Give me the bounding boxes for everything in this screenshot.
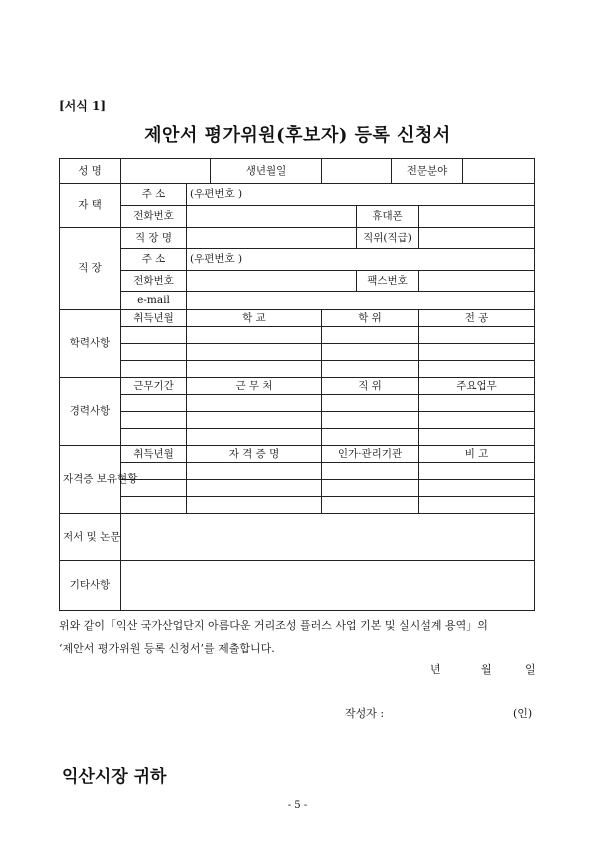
work-address-row xyxy=(60,249,535,271)
work-company-row xyxy=(60,228,535,249)
license-section-label: 자격증 보유현황 xyxy=(60,446,121,514)
education-cell[interactable] xyxy=(322,361,419,378)
education-header: 학 교 xyxy=(187,310,322,327)
license-cell[interactable] xyxy=(187,480,322,497)
home-section-label: 자 택 xyxy=(60,184,121,228)
birth-label: 생년월일 xyxy=(211,159,322,184)
education-cell[interactable] xyxy=(419,361,535,378)
home-phone-field[interactable] xyxy=(187,206,357,228)
work-email-row xyxy=(60,292,535,310)
home-mobile-field[interactable] xyxy=(419,206,535,228)
work-position-label: 직위(직급) xyxy=(357,228,419,249)
career-cell[interactable] xyxy=(419,412,535,429)
education-cell[interactable] xyxy=(187,344,322,361)
career-header: 주요업무 xyxy=(419,378,535,395)
field-label: 전문분야 xyxy=(392,159,463,184)
license-header-row xyxy=(60,446,535,463)
birth-field[interactable] xyxy=(322,159,392,184)
license-cell[interactable] xyxy=(322,480,419,497)
home-address-label: 주 소 xyxy=(121,184,187,206)
page-number: - 5 - xyxy=(287,800,308,811)
education-row xyxy=(60,344,535,361)
declaration-line-2: ‘제안서 평가위원 등록 신청서’를 제출합니다. xyxy=(59,642,275,655)
career-cell[interactable] xyxy=(121,429,187,446)
license-cell[interactable] xyxy=(187,497,322,514)
license-header: 자 격 증 명 xyxy=(187,446,322,463)
career-cell[interactable] xyxy=(121,412,187,429)
work-section-label: 직 장 xyxy=(60,228,121,310)
work-fax-field[interactable] xyxy=(419,271,535,292)
career-header: 근 무 처 xyxy=(187,378,322,395)
career-section-label: 경력사항 xyxy=(60,378,121,446)
career-row xyxy=(60,395,535,412)
education-cell[interactable] xyxy=(419,327,535,344)
papers-field[interactable] xyxy=(121,514,535,561)
papers-section-label: 저서 및 논문 xyxy=(60,514,121,561)
education-cell[interactable] xyxy=(419,344,535,361)
education-header-row xyxy=(60,310,535,327)
education-header: 전 공 xyxy=(419,310,535,327)
education-cell[interactable] xyxy=(322,344,419,361)
seal-mark: (인) xyxy=(513,707,533,720)
career-cell[interactable] xyxy=(322,412,419,429)
education-cell[interactable] xyxy=(121,361,187,378)
career-cell[interactable] xyxy=(187,395,322,412)
etc-field[interactable] xyxy=(121,561,535,611)
license-cell[interactable] xyxy=(121,497,187,514)
license-cell[interactable] xyxy=(419,497,535,514)
license-row xyxy=(60,497,535,514)
education-header: 취득년월 xyxy=(121,310,187,327)
career-cell[interactable] xyxy=(187,429,322,446)
work-email-field[interactable] xyxy=(187,292,535,310)
education-cell[interactable] xyxy=(187,327,322,344)
papers-row xyxy=(60,514,535,561)
date-day: 일 xyxy=(525,663,536,676)
declaration-line-1: 위와 같이「익산 국가산업단지 아름다운 거리조성 플러스 사업 기본 및 실시설계 용역」의 xyxy=(59,619,488,632)
work-phone-row xyxy=(60,271,535,292)
license-cell[interactable] xyxy=(187,463,322,480)
career-cell[interactable] xyxy=(419,395,535,412)
name-field[interactable] xyxy=(121,159,211,184)
name-row xyxy=(60,159,535,184)
career-cell[interactable] xyxy=(419,429,535,446)
license-cell[interactable] xyxy=(322,463,419,480)
etc-row xyxy=(60,561,535,611)
work-fax-label: 팩스번호 xyxy=(357,271,419,292)
education-section-label: 학력사항 xyxy=(60,310,121,378)
date-year: 년 xyxy=(430,663,441,676)
field-field[interactable] xyxy=(463,159,535,184)
home-mobile-label: 휴대폰 xyxy=(357,206,419,228)
page-title: 제안서 평가위원(후보자) 등록 신청서 xyxy=(144,125,451,146)
education-cell[interactable] xyxy=(322,327,419,344)
career-row xyxy=(60,429,535,446)
career-row xyxy=(60,412,535,429)
license-cell[interactable] xyxy=(322,497,419,514)
work-email-label: e-mail xyxy=(121,292,187,310)
name-label: 성 명 xyxy=(60,159,121,184)
date-month: 월 xyxy=(481,663,492,676)
home-phone-label: 전화번호 xyxy=(121,206,187,228)
career-cell[interactable] xyxy=(322,429,419,446)
education-row xyxy=(60,327,535,344)
education-cell[interactable] xyxy=(121,327,187,344)
addressee: 익산시장 귀하 xyxy=(62,767,167,787)
career-header-row xyxy=(60,378,535,395)
home-phone-row xyxy=(60,206,535,228)
career-cell[interactable] xyxy=(187,412,322,429)
work-address-field[interactable]: (우편번호 ) xyxy=(187,249,535,271)
work-phone-label: 전화번호 xyxy=(121,271,187,292)
license-header: 취득년월 xyxy=(121,446,187,463)
education-header: 학 위 xyxy=(322,310,419,327)
license-cell[interactable] xyxy=(419,463,535,480)
work-phone-field[interactable] xyxy=(187,271,357,292)
license-header: 비 고 xyxy=(419,446,535,463)
home-address-row xyxy=(60,184,535,206)
education-cell[interactable] xyxy=(187,361,322,378)
work-position-field[interactable] xyxy=(419,228,535,249)
career-cell[interactable] xyxy=(121,395,187,412)
license-cell[interactable] xyxy=(419,480,535,497)
work-address-label: 주 소 xyxy=(121,249,187,271)
license-header: 인가·관리기관 xyxy=(322,446,419,463)
education-cell[interactable] xyxy=(121,344,187,361)
career-cell[interactable] xyxy=(322,395,419,412)
home-address-field[interactable]: (우편번호 ) xyxy=(187,184,535,206)
registration-form xyxy=(59,158,535,611)
etc-section-label: 기타사항 xyxy=(60,561,121,611)
career-header: 직 위 xyxy=(322,378,419,395)
work-company-label: 직 장 명 xyxy=(121,228,187,249)
career-header: 근무기간 xyxy=(121,378,187,395)
author-label: 작성자 : xyxy=(345,707,385,720)
form-label: [서식 1] xyxy=(59,99,107,113)
work-company-field[interactable] xyxy=(187,228,357,249)
education-row xyxy=(60,361,535,378)
